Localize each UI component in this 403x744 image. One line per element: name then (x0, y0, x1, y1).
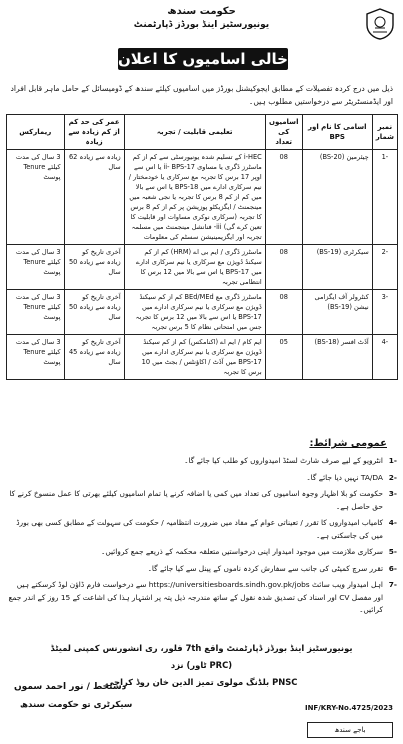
vacancies-table (6, 114, 398, 380)
list-item (8, 517, 397, 542)
term-text: حکومت کو بلا اظہار وجوہ اسامیوں کی تعداد میں کمی یا اضافہ کرنے یا تمام اسامیوں کیلئے بھرتی کا عمل منسوخ کرنے کا حق حاصل ہے۔ (9, 489, 383, 511)
terms-list (8, 455, 397, 621)
col-qualification: تعلیمی قابلیت / تجربہ (124, 115, 265, 150)
row-qualification: ماسٹرز ڈگری / ایم بی اے (HRM) کم از کم سیکنڈ ڈویژن مع سرکاری یا نیم سرکاری ادارے میں BPS-17 یا اس سے بالا میں 12 برس کا انتظامی تجربہ (124, 245, 265, 290)
row-age: آخری تاریخ کو زیادہ سے زیادہ 50 سال (64, 245, 124, 290)
row-count: 08 (265, 290, 302, 335)
signatory-name: دستخط / نور احمد سموں (14, 682, 127, 692)
header (0, 4, 403, 54)
row-serial: -3 (372, 290, 397, 335)
list-item (8, 546, 397, 559)
row-remarks: 3 سال کی مدت کیلئے Tenure پوسٹ (7, 245, 65, 290)
page-title: خالی اسامیوں کا اعلان (118, 50, 288, 68)
row-post: آڈٹ افسر (BS-18) (302, 335, 372, 380)
term-number: -7 (388, 580, 397, 589)
col-post: اسامی کا نام اور BPS (302, 115, 372, 150)
col-remarks: ریمارکس (7, 115, 65, 150)
row-qualification: i-HEC کے تسلیم شدہ یونیورسٹی سے کم از کم ماسٹرز ڈگری یا مساوی ii- BPS-17 یا اس سے اوپر 17 برس کا تجربہ مع سرکاری یا خودمختار / نیم سرکاری ادارے میں BPS-18 یا اس سے بالا میں کم از کم 8 برس کا تجربہ یا نجی شعبہ میں مینجمنٹ / ایگزیکٹو پوزیشن پر کم از کم 8 برس کا تجربہ (سرکاری نوکری مساوات اور قابلیت کا تعین کرے گی) iii- فنانشل مینجمنٹ میں مسلمہ تجربہ اور ایگزیمینیشن سسٹم کی معلومات (124, 150, 265, 245)
table-row (7, 335, 398, 380)
term-number: -1 (388, 456, 397, 465)
row-count: 08 (265, 245, 302, 290)
signatory-title: سیکرٹری تو حکومت سندھ (20, 700, 133, 710)
term-number: -3 (388, 489, 397, 498)
row-post: کنٹرولر آف ایگزامی نیشن (BS-19) (302, 290, 372, 335)
list-item (8, 472, 397, 485)
list-item (8, 455, 397, 468)
row-serial: -2 (372, 245, 397, 290)
row-qualification: ماسٹرز ڈگری مع BEd/MEd کم از کم سیکنڈ ڈویژن مع سرکاری یا نیم سرکاری ادارے میں BPS-17 یا اس سے بالا میں 12 برس کا تجربہ جس میں امتحانی نظام کا 5 برس تجربہ (124, 290, 265, 335)
row-serial: -1 (372, 150, 397, 245)
list-item (8, 579, 397, 617)
term-text: اہل امیدوار ویب سائٹ https://universitiesboards.sindh.gov.pk/jobs سے درخواست فارم ڈاؤن لوڈ کرسکتے ہیں اور مفصل CV اور اسناد کی تصدیق شدہ نقول کے ساتھ مندرجہ ذیل پتہ پر اشتہار ہذا کی اشاعت کے 15 روز کے اندر جمع کرائیں۔ (8, 580, 383, 614)
table-header-row (7, 115, 398, 150)
term-text: انٹرویو کے لیے صرف شارٹ لسٹڈ امیدواروں کو طلب کیا جائے گا۔ (184, 456, 383, 465)
footer-stamp: باجے سندھ (307, 722, 393, 738)
table-row (7, 150, 398, 245)
row-serial: -4 (372, 335, 397, 380)
term-text: تقرر سرچ کمیٹی کی جانب سے سفارش کردہ ناموں کے پینل سے کیا جائے گا۔ (147, 563, 383, 573)
row-post: چیئرمین (BS-20) (302, 150, 372, 245)
term-number: -2 (388, 472, 397, 482)
terms-heading: عمومی شرائط: (309, 438, 387, 449)
col-serial: نمبر شمار (372, 115, 397, 150)
row-remarks: 3 سال کی مدت کیلئے Tenure پوسٹ (7, 150, 65, 245)
address-line-1: یونیورسٹیز اینڈ بورڈز ڈپارٹمنٹ واقع 7th فلور، ری انشورنس کمپنی لمیٹڈ (PRC ٹاور) نزد (50, 643, 353, 670)
row-age: آخری تاریخ کو زیادہ سے زیادہ 50 سال (64, 290, 124, 335)
intro-text: ذیل میں درج کردہ تفصیلات کے مطابق ایجوکیشنل بورڈز میں اسامیوں کیلئے سندھ کے ڈومیسائل کے حامل ماہر قابل افراد اور ایڈمنسٹریٹر سے درخواستیں مطلوب ہیں۔ (10, 84, 393, 106)
row-age: آخری تاریخ کو زیادہ سے زیادہ 45 سال (64, 335, 124, 380)
term-number: -5 (388, 547, 397, 556)
list-item (8, 563, 397, 576)
list-item (8, 488, 397, 513)
government-name: حکومت سندھ (167, 6, 236, 17)
term-number: -4 (388, 518, 397, 527)
row-age: زیادہ سے زیادہ 62 سال (64, 150, 124, 245)
term-number: -6 (388, 563, 397, 573)
row-count: 05 (265, 335, 302, 380)
term-text: TA/DA نہیں دیا جائے گا۔ (306, 472, 383, 482)
row-remarks: 3 سال کی مدت کیلئے Tenure پوسٹ (7, 290, 65, 335)
col-age: عمر کی حد کم از کم زیادہ سے زیادہ (64, 115, 124, 150)
address-line-2: PNSC بلڈنگ مولوی تمیز الدین خان روڈ کراچی (105, 677, 298, 687)
term-text: سرکاری ملازمت میں موجود امیدوار اپنی درخواستیں متعلقہ محکمہ کے ذریعے جمع کروائیں۔ (101, 547, 383, 556)
table-row (7, 245, 398, 290)
term-text: کامیاب امیدواروں کا تقرر / تعیناتی عوام کے مفاد میں ضرورت انتظامیہ / حکومت کی سہولت کے مطابق کسی بھی بورڈ میں کی جاسکتی ہے۔ (16, 518, 383, 540)
table-row (7, 290, 398, 335)
row-post: سیکرٹری (BS-19) (302, 245, 372, 290)
row-remarks: 3 سال کی مدت کیلئے Tenure پوسٹ (7, 335, 65, 380)
row-count: 08 (265, 150, 302, 245)
row-qualification: ایم کام / ایم اے (اکنامکس) کم از کم سیکنڈ ڈویژن مع سرکاری یا نیم سرکاری ادارے میں BPS-17 میں آڈٹ / اکاؤنٹس / بجٹ میں 10 برس کا تجربہ (124, 335, 265, 380)
department-name: یونیورسٹیز اینڈ بورڈز ڈپارٹمنٹ (133, 20, 270, 30)
col-count: اسامیوں کی تعداد (265, 115, 302, 150)
reference-number: INF/KRY-No.4725/2023 (304, 704, 393, 712)
